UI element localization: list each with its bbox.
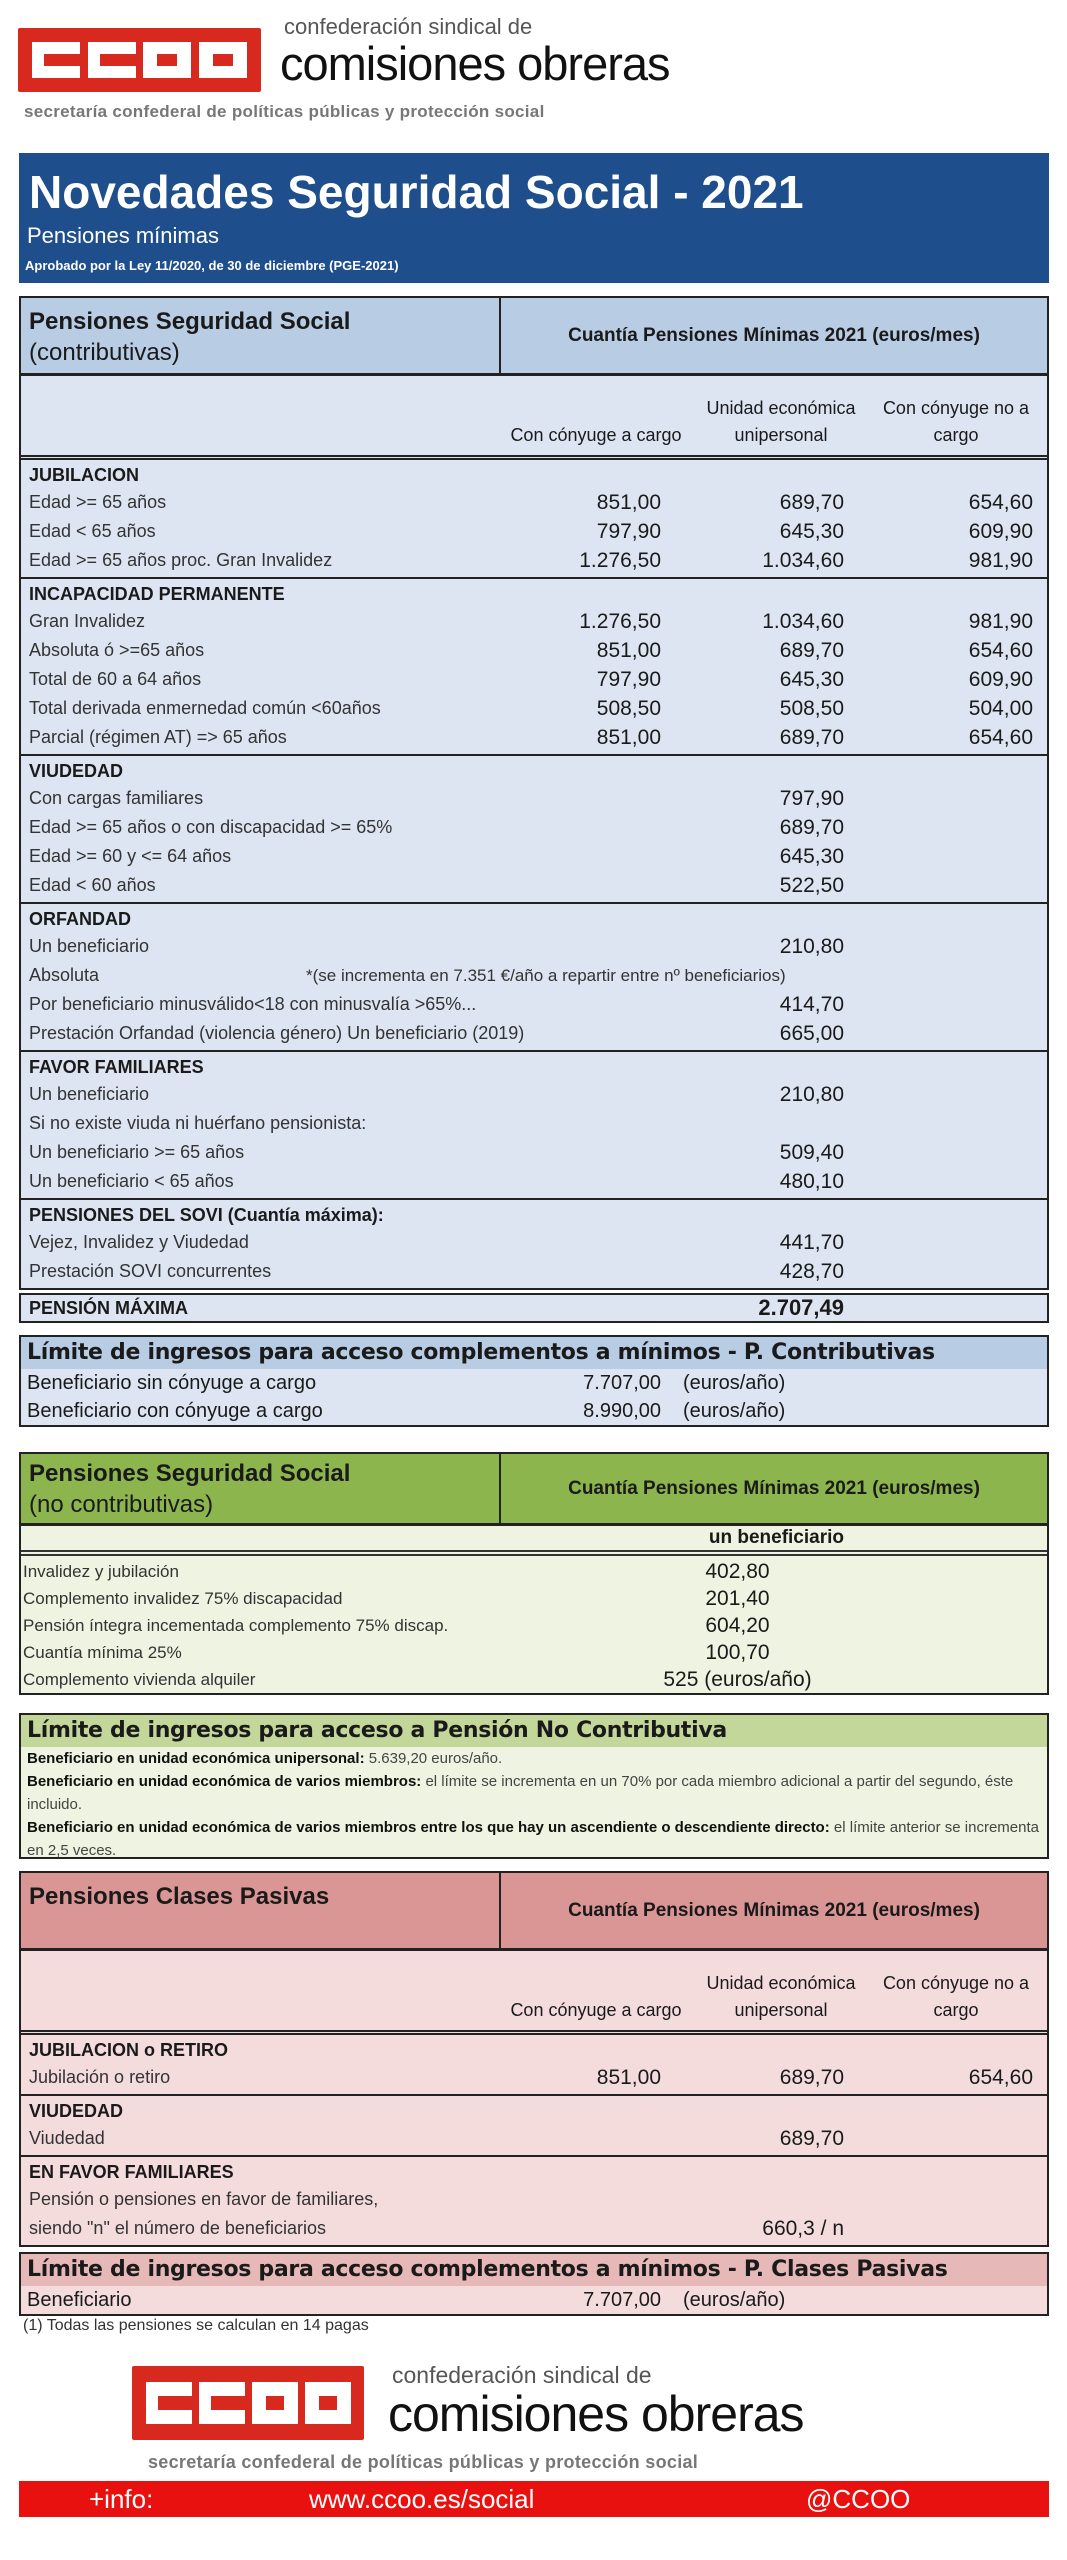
cell-value: 654,60: [968, 491, 1033, 514]
cell-value: 522,50: [779, 874, 844, 897]
table-row: [21, 1019, 1047, 1048]
cell-value: [501, 813, 661, 842]
section-title: JUBILACION o RETIRO: [29, 2040, 229, 2060]
row-label: Edad >= 65 años proc. Gran Invalidez: [29, 550, 333, 570]
cell-value: [501, 871, 661, 900]
limit-paragraph: [21, 1747, 1047, 1770]
limit-value: 8.990,00: [583, 1400, 661, 1422]
org-name: comisiones obreras: [280, 37, 670, 90]
cell-value: 414,70: [779, 993, 844, 1016]
cell-value: 480,10: [779, 1170, 844, 1193]
limit-value: 7.707,00: [583, 1372, 661, 1394]
table-row: [21, 607, 1047, 636]
cell-value: [844, 784, 1033, 813]
limit-text: el límite se incrementa en un 70% por cada miembro adicional a partir del segundo, éste incluido.: [27, 1773, 1014, 1813]
cell-value: 645,30: [779, 668, 844, 691]
cell-value: [501, 990, 661, 1019]
row-label: Jubilación o retiro: [29, 2067, 171, 2087]
table-row: [21, 488, 1047, 517]
org-small-label: confederación sindical de: [284, 14, 533, 39]
row-label: Absoluta: [29, 965, 100, 985]
cell-value: [844, 990, 1033, 1019]
table-row: [21, 665, 1047, 694]
cell-value: 525 (euros/año): [663, 1668, 812, 1691]
cell-value: 504,00: [968, 697, 1033, 720]
cell-value: 1.276,50: [579, 610, 661, 633]
cell-value: 1.276,50: [579, 549, 661, 572]
pension-maxima-label: PENSIÓN MÁXIMA: [29, 1297, 189, 1318]
row-label: Cuantía mínima 25%: [23, 1643, 182, 1662]
table-row: [21, 1585, 1047, 1612]
col-unipersonal: Unidad económica unipersonal: [706, 398, 856, 445]
limit-row: [21, 1397, 1047, 1425]
cell-value: 689,70: [779, 639, 844, 662]
cell-value: 689,70: [779, 726, 844, 749]
row-label: Viudedad: [29, 2128, 105, 2148]
table-section: [21, 2157, 1047, 2245]
cell-value: 210,80: [779, 1083, 844, 1106]
row-label: Con cargas familiares: [29, 788, 204, 808]
no-contributivas-title: [21, 1454, 501, 1523]
cell-value: 201,40: [705, 1587, 770, 1610]
clases-pasivas-title: Pensiones Clases Pasivas: [21, 1873, 501, 1948]
info-bar: [19, 2481, 1049, 2517]
footnote: (1) Todas las pensiones se calculan en 14 pagas: [23, 2317, 369, 2334]
cell-value: 509,40: [779, 1141, 844, 1164]
cell-value: [844, 871, 1033, 900]
cell-value: [501, 842, 661, 871]
col-con-conyuge: Con cónyuge a cargo: [510, 425, 682, 445]
table-row: [21, 2214, 1047, 2243]
table-section: [21, 2035, 1047, 2096]
cell-value: 797,90: [596, 520, 661, 543]
limit-paragraph: [21, 1770, 1047, 1816]
cell-value: [661, 2185, 844, 2214]
cell-value: [661, 1109, 844, 1138]
table-row: [21, 1167, 1047, 1196]
cell-value: 665,00: [779, 1022, 844, 1045]
column-headers: [21, 376, 1047, 460]
title-banner: [19, 153, 1049, 283]
secretaria-label: secretaría confederal de políticas públicas y protección social: [24, 102, 545, 121]
cell-value: [844, 1019, 1033, 1048]
cell-value: 508,50: [596, 697, 661, 720]
cell-value: [844, 1109, 1033, 1138]
limit-bold: Beneficiario en unidad económica de varios miembros entre los que hay un ascendiente o descendiente directo:: [27, 1819, 830, 1836]
clases-pasivas-limit-title: Límite de ingresos para acceso complementos a mínimos - P. Clases Pasivas: [21, 2254, 1047, 2286]
cell-value: [501, 932, 661, 961]
limit-paragraph: [21, 1816, 1047, 1862]
section-title: VIUDEDAD: [29, 761, 124, 781]
title-line: (no contributivas): [29, 1491, 214, 1518]
cell-value: [844, 842, 1033, 871]
cell-value: 1.034,60: [762, 610, 844, 633]
cell-value: [501, 2124, 661, 2153]
cell-value: 654,60: [968, 726, 1033, 749]
row-label: Vejez, Invalidez y Viudedad: [29, 1232, 249, 1252]
cell-value: [844, 813, 1033, 842]
limit-label: Beneficiario con cónyuge a cargo: [27, 1400, 323, 1422]
cell-value: [844, 1080, 1033, 1109]
row-label: Edad >= 60 y <= 64 años: [29, 846, 232, 866]
amount-header: Cuantía Pensiones Mínimas 2021 (euros/mes): [568, 1899, 980, 1921]
row-label: Un beneficiario >= 65 años: [29, 1142, 245, 1162]
table-row: [21, 517, 1047, 546]
cell-value: [501, 1019, 661, 1048]
row-label: Prestación Orfandad (violencia género) Un beneficiario (2019): [29, 1023, 525, 1043]
approval-note: Aprobado por la Ley 11/2020, de 30 de diciembre (PGE-2021): [25, 258, 399, 273]
limit-unit: (euros/año): [683, 1400, 786, 1422]
cell-value: [844, 1138, 1033, 1167]
section-title: FAVOR FAMILIARES: [29, 1057, 204, 1077]
cell-value: [844, 932, 1033, 961]
table-row: [21, 1612, 1047, 1639]
no-contributivas-table: [19, 1452, 1049, 1695]
row-label: Gran Invalidez: [29, 611, 146, 631]
row-label: Edad >= 65 años o con discapacidad >= 65%: [29, 817, 393, 837]
cell-value: 689,70: [779, 2066, 844, 2089]
table-section: [21, 756, 1047, 904]
cell-value: [844, 2124, 1033, 2153]
section-title: VIUDEDAD: [29, 2101, 124, 2121]
section-title: JUBILACION: [29, 465, 140, 485]
cell-value: [501, 1109, 661, 1138]
cell-value: [501, 1080, 661, 1109]
limit-unit: (euros/año): [683, 1372, 786, 1394]
contributivas-table: [19, 296, 1049, 1290]
table-row: [21, 1138, 1047, 1167]
cell-value: 609,90: [968, 520, 1033, 543]
website-link[interactable]: www.ccoo.es/social: [309, 2483, 535, 2514]
cell-value: 689,70: [779, 491, 844, 514]
cell-value: 660,3 / n: [762, 2217, 844, 2240]
cell-value: [501, 1167, 661, 1196]
table-section: [21, 2096, 1047, 2157]
amount-header: Cuantía Pensiones Mínimas 2021 (euros/mes): [568, 324, 980, 346]
cell-value: 689,70: [779, 2127, 844, 2150]
row-label: Edad < 65 años: [29, 521, 156, 541]
limit-value: 7.707,00: [583, 2289, 661, 2311]
col-sin-conyuge: Con cónyuge no a cargo: [882, 398, 1030, 445]
table-section: [21, 460, 1047, 579]
ccoo-logo-icon: [132, 2366, 364, 2440]
cell-value: 1.034,60: [762, 549, 844, 572]
pension-maxima-row: [19, 1293, 1049, 1323]
title-line: Pensiones Seguridad Social: [29, 1460, 351, 1487]
cell-value: [501, 2185, 661, 2214]
secretaria-label: secretaría confederal de políticas públicas y protección social: [148, 2452, 699, 2472]
contributivas-limit-title: Límite de ingresos para acceso complementos a mínimos - P. Contributivas: [21, 1337, 1047, 1369]
row-label: Un beneficiario < 65 años: [29, 1171, 234, 1191]
table-row: [21, 932, 1047, 961]
limit-label: Beneficiario sin cónyuge a cargo: [27, 1372, 317, 1394]
limit-bold: Beneficiario en unidad económica unipersonal:: [27, 1750, 365, 1767]
row-label: Un beneficiario: [29, 1084, 150, 1104]
table-row: [21, 546, 1047, 575]
cell-value: 508,50: [779, 697, 844, 720]
cell-value: 851,00: [596, 491, 661, 514]
org-small-label: confederación sindical de: [392, 2362, 652, 2388]
table-row: [21, 2063, 1047, 2092]
limit-text: 5.639,20 euros/año.: [364, 1750, 503, 1767]
table-row: [21, 723, 1047, 752]
col-con-conyuge: Con cónyuge a cargo: [510, 2000, 682, 2020]
pension-maxima-value: 2.707,49: [758, 1295, 844, 1320]
cell-value: [501, 1228, 661, 1257]
table-row: [21, 990, 1047, 1019]
cell-value: 797,90: [779, 787, 844, 810]
info-label: +info:: [89, 2483, 154, 2514]
row-label: Complemento invalidez 75% discapacidad: [23, 1589, 343, 1608]
limit-text: el límite anterior se incrementa en 2,5 veces.: [27, 1819, 1039, 1859]
cell-value: 441,70: [779, 1231, 844, 1254]
table-row: [21, 1666, 1047, 1693]
no-contributivas-limit-title: Límite de ingresos para acceso a Pensión No Contributiva: [21, 1715, 1047, 1747]
table-row: [21, 1109, 1047, 1138]
table-row: [21, 961, 1047, 990]
section-title: INCAPACIDAD PERMANENTE: [29, 584, 285, 604]
table-row: [21, 842, 1047, 871]
row-note: *(se incrementa en 7.351 €/año a repartir entre nº beneficiarios): [306, 966, 786, 985]
social-handle-link[interactable]: @CCOO: [806, 2483, 911, 2514]
cell-value: [501, 1257, 661, 1286]
cell-value: 851,00: [596, 639, 661, 662]
section-title: PENSIONES DEL SOVI (Cuantía máxima):: [29, 1205, 384, 1225]
row-label: Total de 60 a 64 años: [29, 669, 202, 689]
row-label: Pensión íntegra incementada complemento 75% discap.: [23, 1616, 449, 1635]
cell-value: [844, 1228, 1033, 1257]
un-beneficiario-header: un beneficiario: [708, 1527, 844, 1548]
cell-value: [844, 1257, 1033, 1286]
cell-value: 100,70: [705, 1641, 770, 1664]
cell-value: 654,60: [968, 639, 1033, 662]
row-label: Si no existe viuda ni huérfano pensionista:: [29, 1113, 367, 1133]
table-section: [21, 1052, 1047, 1200]
cell-value: [501, 784, 661, 813]
cell-value: [844, 2185, 1033, 2214]
contributivas-title: [21, 298, 501, 373]
clases-pasivas-table: [19, 1871, 1049, 2247]
title-line: (contributivas): [29, 339, 180, 366]
cell-value: [844, 1167, 1033, 1196]
limit-label: Beneficiario: [27, 2289, 132, 2311]
sub-header-row: [21, 1526, 1047, 1556]
row-label: Un beneficiario: [29, 936, 150, 956]
table-row: [21, 1080, 1047, 1109]
cell-value: 851,00: [596, 2066, 661, 2089]
cell-value: 645,30: [779, 845, 844, 868]
cell-value: [501, 2214, 661, 2243]
row-label: Total derivada enmernedad común <60años: [29, 698, 381, 718]
cell-value: 981,90: [968, 610, 1033, 633]
table-row: [21, 2185, 1047, 2214]
contributivas-limit-box: [19, 1335, 1049, 1427]
cell-value: 609,90: [968, 668, 1033, 691]
table-row: [21, 1558, 1047, 1585]
limit-unit: (euros/año): [683, 2289, 786, 2311]
row-label: Pensión o pensiones en favor de familiares,: [29, 2189, 379, 2209]
cell-value: 797,90: [596, 668, 661, 691]
page-subtitle: Pensiones mínimas: [27, 223, 219, 248]
row-label: Complemento vivienda alquiler: [23, 1670, 256, 1689]
clases-pasivas-limit-box: [19, 2252, 1049, 2316]
row-label: Invalidez y jubilación: [23, 1562, 179, 1581]
table-row: [21, 813, 1047, 842]
cell-value: 981,90: [968, 549, 1033, 572]
col-unipersonal: Unidad económica unipersonal: [706, 1973, 856, 2020]
ccoo-logo-icon: [18, 28, 261, 92]
cell-value: 654,60: [968, 2066, 1033, 2089]
row-label: Edad >= 65 años: [29, 492, 167, 512]
title-line: Pensiones Seguridad Social: [29, 308, 351, 335]
table-section: [21, 1200, 1047, 1288]
row-label: Prestación SOVI concurrentes: [29, 1261, 272, 1281]
table-row: [21, 871, 1047, 900]
cell-value: 851,00: [596, 726, 661, 749]
no-contributivas-limit-box: [19, 1713, 1049, 1859]
limit-row: [21, 2286, 1047, 2314]
table-row: [21, 784, 1047, 813]
col-sin-conyuge: Con cónyuge no a cargo: [882, 1973, 1030, 2020]
amount-header: Cuantía Pensiones Mínimas 2021 (euros/mes): [568, 1477, 980, 1499]
table-row: [21, 1257, 1047, 1286]
section-title: ORFANDAD: [29, 909, 131, 929]
row-label: siendo "n" el número de beneficiarios: [29, 2218, 326, 2238]
row-label: Edad < 60 años: [29, 875, 156, 895]
cell-value: 402,80: [705, 1560, 770, 1583]
cell-value: 210,80: [779, 935, 844, 958]
limit-bold: Beneficiario en unidad económica de varios miembros:: [27, 1773, 422, 1790]
table-row: [21, 1228, 1047, 1257]
cell-value: 604,20: [705, 1614, 770, 1637]
cell-value: 645,30: [779, 520, 844, 543]
table-row: [21, 1639, 1047, 1666]
limit-row: [21, 1369, 1047, 1397]
cell-value: [844, 2214, 1033, 2243]
table-row: [21, 636, 1047, 665]
cell-value: 428,70: [779, 1260, 844, 1283]
table-row: [21, 2124, 1047, 2153]
row-label: Parcial (régimen AT) => 65 años: [29, 727, 287, 747]
cell-value: [501, 1138, 661, 1167]
section-title: EN FAVOR FAMILIARES: [29, 2162, 234, 2182]
column-headers: [21, 1951, 1047, 2035]
table-section: [21, 579, 1047, 756]
table-row: [21, 694, 1047, 723]
org-name: comisiones obreras: [388, 2386, 804, 2442]
cell-value: 689,70: [779, 816, 844, 839]
row-label: Por beneficiario minusválido<18 con minusvalía >65%...: [29, 994, 477, 1014]
table-section: [21, 904, 1047, 1052]
row-label: Absoluta ó >=65 años: [29, 640, 205, 660]
page-title: Novedades Seguridad Social - 2021: [29, 166, 804, 218]
